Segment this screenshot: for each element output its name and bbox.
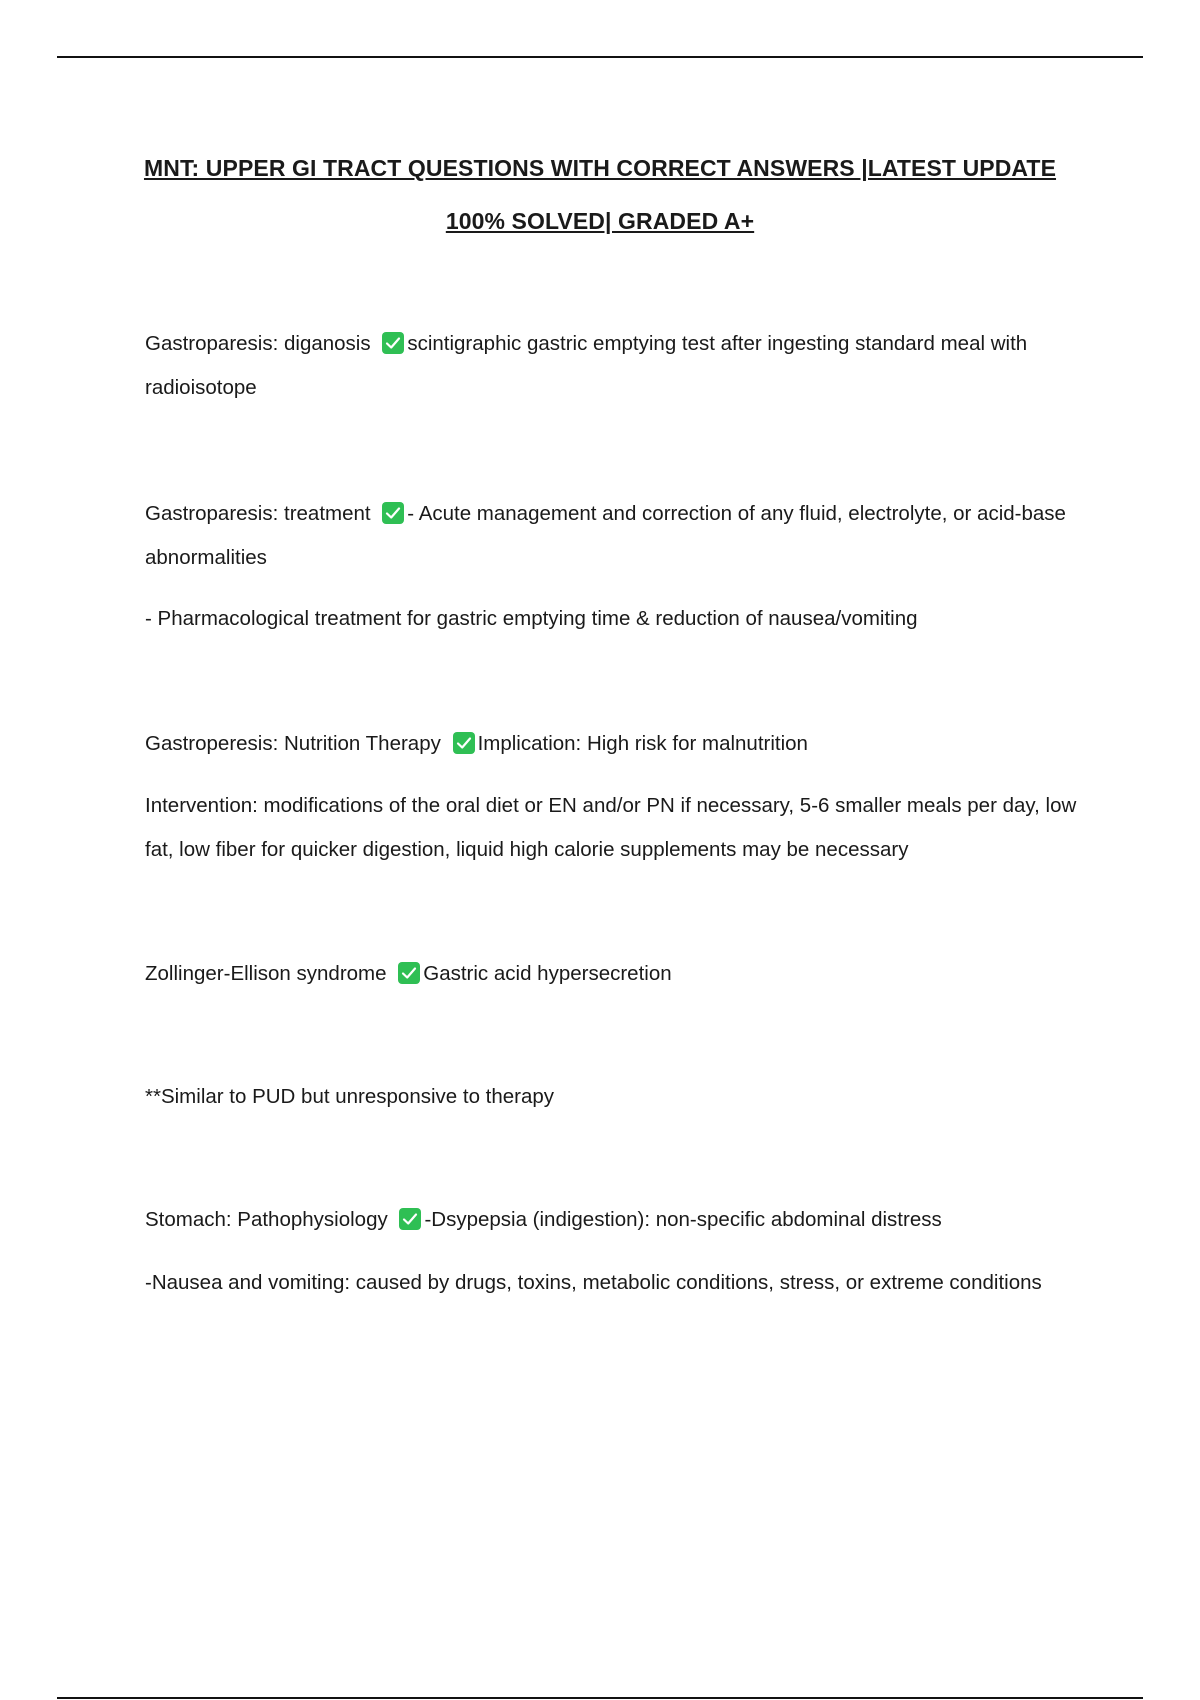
- title-line-1: MNT: UPPER GI TRACT QUESTIONS WITH CORRECT ANSWERS |LATEST UPDATE: [143, 155, 1057, 181]
- answer-text: Implication: High risk for malnutrition: [477, 732, 808, 755]
- document-title: [100, 142, 1100, 248]
- title-line-2: 100% SOLVED| GRADED A+: [445, 208, 755, 234]
- check-box-icon: [399, 1208, 421, 1230]
- qa-entry-5: [145, 1198, 1085, 1242]
- qa-entry-1: [145, 322, 1085, 410]
- top-rule: [57, 56, 1143, 58]
- qa-entry-5-extra: -Nausea and vomiting: caused by drugs, toxins, metabolic conditions, stress, or extreme conditions: [145, 1271, 1042, 1294]
- qa-entry-2-extra: - Pharmacological treatment for gastric emptying time & reduction of nausea/vomiting: [145, 607, 918, 630]
- question-text: Gastroparesis: diganosis: [145, 332, 371, 355]
- question-text: Zollinger-Ellison syndrome: [145, 962, 387, 985]
- qa-entry-3: [145, 722, 1085, 766]
- answer-text: - Acute management and correction of any fluid, electrolyte, or acid-base abnormalities: [145, 502, 1066, 569]
- check-box-icon: [453, 732, 475, 754]
- note-text: **Similar to PUD but unresponsive to therapy: [145, 1085, 555, 1108]
- answer-text: scintigraphic gastric emptying test after ingesting standard meal with radioisotope: [145, 332, 1028, 399]
- qa-entry-3-extra: Intervention: modifications of the oral diet or EN and/or PN if necessary, 5-6 smaller meals per day, low fat, low fiber for quicker digestion, liquid high calorie supplements may be necessary: [145, 794, 1077, 861]
- check-box-icon: [382, 502, 404, 524]
- check-box-icon: [398, 962, 420, 984]
- question-text: Gastroperesis: Nutrition Therapy: [145, 732, 441, 755]
- qa-entry-2: [145, 492, 1085, 580]
- qa-entry-4: [145, 952, 1085, 996]
- check-box-icon: [382, 332, 404, 354]
- question-text: Gastroparesis: treatment: [145, 502, 371, 525]
- answer-text: -Dsypepsia (indigestion): non-specific abdominal distress: [424, 1208, 942, 1231]
- answer-text: Gastric acid hypersecretion: [423, 962, 672, 985]
- bottom-rule: [57, 1697, 1143, 1699]
- question-text: Stomach: Pathophysiology: [145, 1208, 388, 1231]
